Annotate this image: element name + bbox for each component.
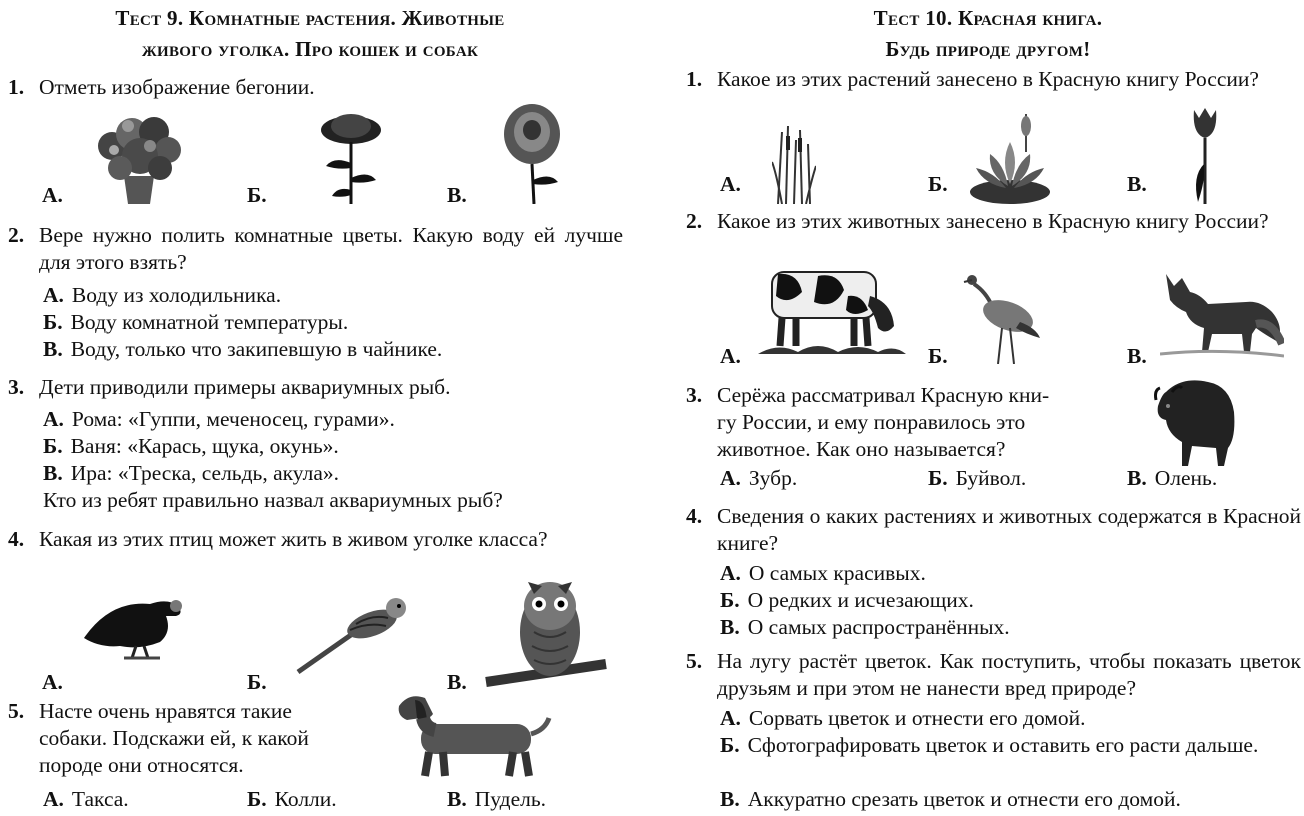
option-text: Воду, только что закипевшую в чайнике. xyxy=(70,337,443,361)
option-letter: Б. xyxy=(720,588,740,612)
option-letter: А. xyxy=(720,706,741,730)
t9-question-3 xyxy=(8,374,623,401)
t10q1-option-c[interactable]: В. xyxy=(1127,172,1147,196)
option-text: Колли. xyxy=(274,787,337,811)
t9-question-4 xyxy=(8,526,623,553)
t10q2-option-b[interactable]: Б. xyxy=(928,344,948,368)
cattail-image[interactable] xyxy=(772,122,816,204)
rose-image[interactable] xyxy=(496,96,568,204)
t9q2-option-c[interactable] xyxy=(43,336,442,363)
t9q5-option-a[interactable] xyxy=(43,786,129,813)
test10-title-line2: Будь природе другом! xyxy=(885,37,1091,61)
t10-question-4 xyxy=(686,503,1301,557)
t9q3-option-b[interactable] xyxy=(43,433,339,460)
question-text-line: Серёжа рассматривал Красную кни- xyxy=(717,383,1050,407)
t10q3-option-c[interactable] xyxy=(1127,465,1217,492)
option-letter: А. xyxy=(43,283,64,307)
option-letter: А. xyxy=(720,466,741,490)
t9q2-option-a[interactable] xyxy=(43,282,281,309)
budgerigar-image[interactable] xyxy=(296,584,414,676)
t10-question-5 xyxy=(686,648,1301,702)
option-text: Ваня: «Карась, щука, окунь». xyxy=(70,434,339,458)
t9-question-5 xyxy=(8,698,368,779)
chrysanthemum-image[interactable] xyxy=(316,108,386,204)
question-text: Какое из этих растений занесено в Красную книгу России? xyxy=(717,67,1259,91)
question-text xyxy=(39,698,368,779)
option-letter: А. xyxy=(720,561,741,585)
dachshund-image xyxy=(395,690,553,782)
option-letter: В. xyxy=(1127,466,1147,490)
question-text: Вере нужно полить комнатные цветы. Какую воду ей лучше для этого взять? xyxy=(39,223,623,274)
option-text: Зубр. xyxy=(748,466,798,490)
question-text-line: животное. Как оно называется? xyxy=(717,437,1006,461)
question-text-line: собаки. Подскажи ей, к какой xyxy=(39,726,309,750)
t10q4-option-c[interactable] xyxy=(720,614,1010,641)
crane-image[interactable] xyxy=(962,272,1042,364)
t10q5-option-c[interactable] xyxy=(720,786,1304,813)
option-letter: А. xyxy=(43,787,64,811)
option-text: Пудель. xyxy=(474,787,547,811)
t9q1-option-c[interactable]: В. xyxy=(447,183,467,207)
test9-title xyxy=(20,3,600,65)
option-letter: А. xyxy=(43,407,64,431)
option-letter: Б. xyxy=(247,787,267,811)
question-text xyxy=(717,382,1116,463)
option-text: Такса. xyxy=(71,787,129,811)
test9-title-line1: Тест 9. Комнатные растения. Животные xyxy=(115,6,505,30)
question-number: 3. xyxy=(8,375,25,399)
test10-title xyxy=(688,3,1288,65)
test9-title-line2: живого уголка. Про кошек и собак xyxy=(141,37,479,61)
t9-question-2 xyxy=(8,222,623,276)
option-letter: Б. xyxy=(43,434,63,458)
t9q4-option-b[interactable]: Б. xyxy=(247,670,267,694)
question-text-line: породе они относятся. xyxy=(39,753,244,777)
tulip-image[interactable] xyxy=(1188,104,1222,204)
question-text: Какое из этих животных занесено в Красную книгу России? xyxy=(717,209,1269,233)
t9q4-option-a[interactable]: А. xyxy=(42,670,63,694)
t9q1-option-b[interactable]: Б. xyxy=(247,183,267,207)
option-letter: В. xyxy=(447,787,467,811)
lotus-image[interactable] xyxy=(970,112,1052,206)
option-text: Воду комнатной температуры. xyxy=(70,310,349,334)
t10q3-option-a[interactable] xyxy=(720,465,797,492)
t10q4-option-a[interactable] xyxy=(720,560,926,587)
option-letter: Б. xyxy=(43,310,63,334)
t10q2-option-a[interactable]: А. xyxy=(720,344,741,368)
option-text: Воду из холодильника. xyxy=(71,283,282,307)
option-text: Сфотографировать цветок и оставить его расти дальше. xyxy=(747,733,1259,757)
option-letter: Б. xyxy=(928,466,948,490)
question-number: 5. xyxy=(8,699,25,723)
t10-question-3 xyxy=(686,382,1116,463)
option-letter: В. xyxy=(43,337,63,361)
t9q5-option-b[interactable] xyxy=(247,786,337,813)
question-number: 4. xyxy=(8,527,25,551)
question-text: Сведения о каких растениях и животных содержатся в Красной книге? xyxy=(717,504,1301,555)
vulture-image[interactable] xyxy=(80,586,188,666)
question-number: 1. xyxy=(686,67,703,91)
option-text: Аккуратно срезать цветок и отнести его домой. xyxy=(747,787,1181,811)
t10q2-option-c[interactable]: В. xyxy=(1127,344,1147,368)
question-text: Отметь изображение бегонии. xyxy=(39,75,315,99)
t10-question-2 xyxy=(686,208,1301,235)
option-letter: Б. xyxy=(720,733,740,757)
question-number: 3. xyxy=(686,383,703,407)
t9q5-option-c[interactable] xyxy=(447,786,546,813)
question-number: 2. xyxy=(8,223,25,247)
question-text-line: гу России, и ему понравилось это xyxy=(717,410,1026,434)
fox-image[interactable] xyxy=(1160,264,1284,358)
option-text: Рома: «Гуппи, меченосец, гурами». xyxy=(71,407,395,431)
cow-image[interactable] xyxy=(758,266,906,358)
owl-image[interactable] xyxy=(484,572,608,698)
t9q3-option-c[interactable] xyxy=(43,460,339,487)
option-text: Сорвать цветок и отнести его домой. xyxy=(748,706,1086,730)
t9q3-option-a[interactable] xyxy=(43,406,395,433)
option-letter: В. xyxy=(720,615,740,639)
bison-image xyxy=(1152,372,1238,468)
option-text: О самых красивых. xyxy=(748,561,926,585)
question-text: Какая из этих птиц может жить в живом уголке класса? xyxy=(39,527,548,551)
test10-title-line1: Тест 10. Красная книга. xyxy=(873,6,1103,30)
t10q1-option-b[interactable]: Б. xyxy=(928,172,948,196)
t10q1-option-a[interactable]: А. xyxy=(720,172,741,196)
question-text: Дети приводили примеры аквариумных рыб. xyxy=(39,375,451,399)
t9q4-option-c[interactable]: В. xyxy=(447,670,467,694)
question-text-line: Насте очень нравятся такие xyxy=(39,699,292,723)
t9q3-footer: Кто из ребят правильно назвал аквариумных рыб? xyxy=(43,488,503,512)
option-text: Буйвол. xyxy=(955,466,1027,490)
question-number: 2. xyxy=(686,209,703,233)
question-number: 4. xyxy=(686,504,703,528)
t10q4-option-b[interactable] xyxy=(720,587,974,614)
question-text: На лугу растёт цветок. Как поступить, чтобы показать цветок друзьям и при этом не нанести вред природе? xyxy=(717,649,1301,700)
begonia-pot-image[interactable] xyxy=(92,106,184,206)
t10q5-option-b[interactable] xyxy=(720,732,1302,759)
t10q5-option-a[interactable] xyxy=(720,705,1304,732)
option-text: О редких и исчезающих. xyxy=(747,588,974,612)
option-letter: В. xyxy=(43,461,63,485)
question-number: 5. xyxy=(686,649,703,673)
t10-question-1 xyxy=(686,66,1301,93)
question-number: 1. xyxy=(8,75,25,99)
t9q1-option-a[interactable]: А. xyxy=(42,183,63,207)
t10q3-option-b[interactable] xyxy=(928,465,1026,492)
option-letter: В. xyxy=(720,787,740,811)
option-text: О самых распространённых. xyxy=(747,615,1010,639)
option-text: Олень. xyxy=(1154,466,1218,490)
t9q2-option-b[interactable] xyxy=(43,309,348,336)
option-text: Ира: «Треска, сельдь, акула». xyxy=(70,461,339,485)
